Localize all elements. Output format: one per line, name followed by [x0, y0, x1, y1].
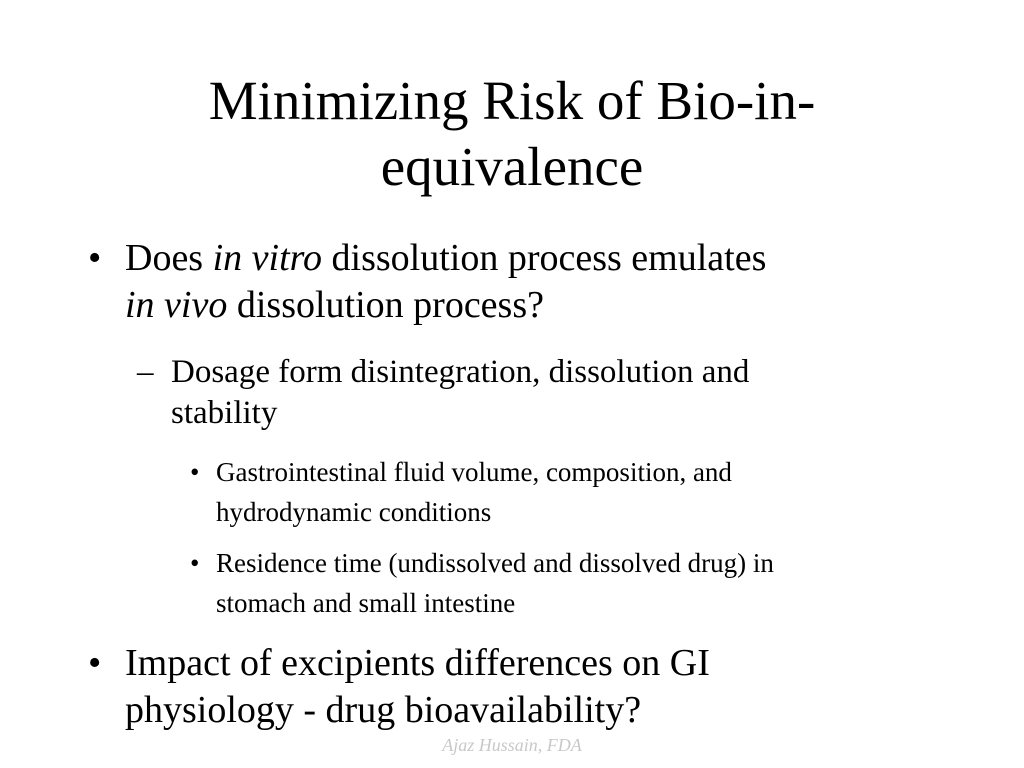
bullet-line-2: [125, 282, 925, 329]
subsub-item-residence-time: [190, 543, 956, 623]
italic-term-in-vitro: in vitro: [212, 237, 323, 279]
subsub-line-1: Gastrointestinal fluid volume, composition, and: [216, 457, 732, 487]
sub-line-2: stability: [171, 395, 278, 431]
bullet-marker: •: [88, 237, 102, 279]
bullet-text: Does: [125, 237, 213, 279]
bullet-item-excipients: [88, 640, 925, 734]
footer-author: Ajaz Hussain, FDA: [442, 735, 582, 755]
bullet-marker: •: [88, 642, 102, 684]
subsub-line-2: hydrodynamic conditions: [216, 497, 492, 527]
italic-term-in-vivo: in vivo: [125, 284, 228, 326]
sub-item-dosage-form: [137, 352, 931, 434]
subsub-line-2: stomach and small intestine: [216, 588, 516, 618]
bullet-text: dissolution process?: [227, 284, 544, 326]
subsub-item-gi-fluid: [190, 452, 956, 532]
sub-line-1: Dosage form disintegration, dissolution and: [171, 354, 750, 390]
bullet-line-1: Impact of excipients differences on GI: [125, 642, 710, 684]
title-line-2: equivalence: [380, 136, 644, 197]
bullet-item-dissolution-question: [88, 235, 925, 329]
bullet-marker: •: [190, 457, 200, 487]
bullet-line-1: [125, 235, 925, 282]
title-line-1: Minimizing Risk of Bio-in-: [208, 70, 816, 131]
slide-title: [60, 68, 964, 200]
subsub-line-1: Residence time (undissolved and dissolved drug) in: [216, 548, 774, 578]
bullet-text: dissolution process emulates: [322, 237, 767, 279]
bullet-marker: •: [190, 548, 200, 578]
bullet-line-2: physiology - drug bioavailability?: [125, 689, 642, 731]
dash-marker: –: [137, 354, 154, 390]
